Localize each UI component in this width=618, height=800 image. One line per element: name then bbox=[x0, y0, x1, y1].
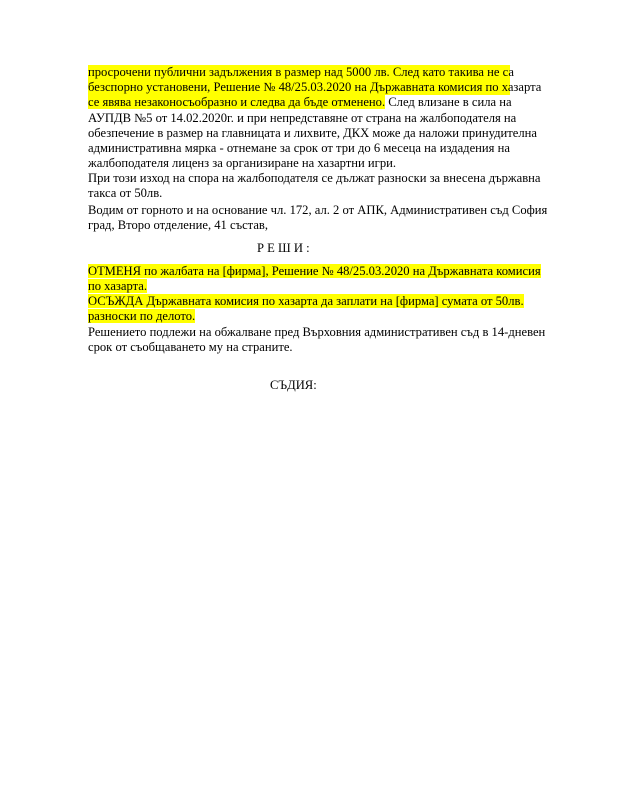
text-line: административна мярка - отнемане за срок от три до 6 месеца на издадения на bbox=[88, 140, 510, 155]
highlighted-line: безспорно установени, Решение № 48/25.03.2020 на Държавната комисия по хазарта bbox=[88, 80, 542, 95]
plain-fragment: След влизане в сила на bbox=[385, 95, 512, 110]
text-line: град, Второ отделение, 41 състав, bbox=[88, 218, 269, 233]
text-line: Водим от горното и на основание чл. 172, ал. 2 от АПК, Административен съд София bbox=[88, 203, 548, 217]
paragraph-reasoning bbox=[88, 65, 542, 171]
highlighted-fragment: по хазарта. bbox=[88, 279, 147, 294]
highlighted-fragment: ОТМЕНЯ по жалбата на [фирма], Решение № 48/25.03.2020 на Държавната комисия bbox=[88, 264, 541, 278]
highlighted-line: просрочени публични задължения в размер над 5000 лв. След като такива не са bbox=[88, 65, 514, 79]
highlighted-line bbox=[88, 279, 510, 294]
highlighted-fragment: разноски по делото. bbox=[88, 309, 196, 324]
decision-heading: Р Е Ш И : bbox=[257, 241, 310, 255]
highlighted-fragment: ОСЪЖДА Държавната комисия по хазарта да заплати на [фирма] сумата от 50лв. bbox=[88, 294, 524, 308]
judge-label: СЪДИЯ: bbox=[270, 378, 317, 392]
text-line: Решението подлежи на обжалване пред Върховния административен съд в 14-дневен bbox=[88, 325, 546, 339]
text-line: АУПДВ №5 от 14.02.2020г. и при непредставяне от страна на жалбоподателя на bbox=[88, 110, 517, 125]
text-line: При този изход на спора на жалбоподателя се дължат разноски за внесена държавна bbox=[88, 171, 541, 185]
text-line: такса от 50лв. bbox=[88, 186, 163, 201]
highlighted-line bbox=[88, 264, 541, 279]
text-line: жалбоподателя лиценз за организиране на хазартни игри. bbox=[88, 156, 397, 171]
paragraph-costs bbox=[88, 171, 541, 201]
ruling-annul bbox=[88, 264, 541, 294]
appeal-paragraph bbox=[88, 325, 546, 355]
mixed-line bbox=[88, 95, 510, 110]
highlighted-fragment: се явява незаконосъобразно и следва да бъде отменено. bbox=[88, 95, 386, 110]
text-line: срок от съобщаването му на страните. bbox=[88, 340, 293, 355]
highlighted-line bbox=[88, 294, 524, 309]
text-line: обезпечение в размер на главницата и лихвите, ДКХ може да наложи принудителна bbox=[88, 125, 537, 140]
ruling-costs bbox=[88, 294, 524, 324]
highlighted-line bbox=[88, 309, 510, 324]
paragraph-basis bbox=[88, 203, 548, 233]
